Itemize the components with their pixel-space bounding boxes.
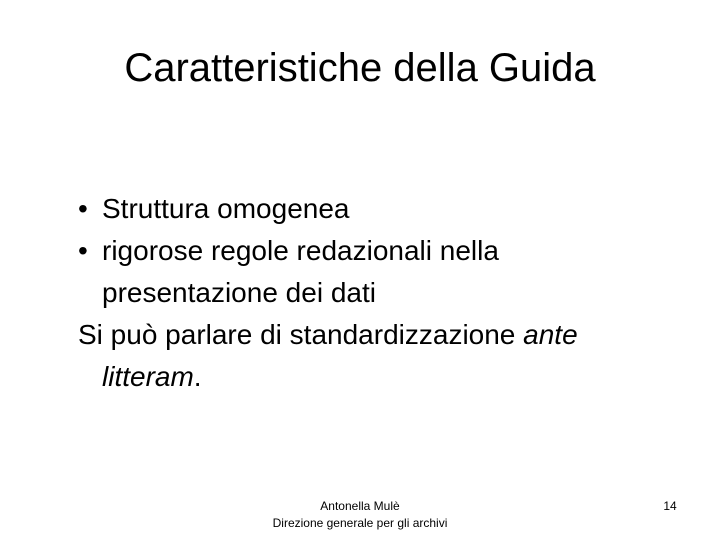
paragraph-italic-litteram: litteram: [102, 361, 194, 392]
paragraph-end: .: [193, 361, 202, 392]
paragraph-text: Si può parlare di standardizzazione: [78, 319, 524, 350]
bullet-text: Struttura omogenea: [102, 193, 350, 224]
bullet-marker: •: [78, 235, 88, 266]
bullet-marker: •: [78, 193, 88, 224]
bullet-item: [78, 230, 678, 272]
paragraph-italic-ante: ante: [523, 319, 578, 350]
footer-organization: Direzione generale per gli archivi: [272, 516, 448, 530]
body-paragraph-continuation: [78, 356, 678, 398]
slide-body: [78, 188, 678, 398]
bullet-text: rigorose regole redazionali nella: [102, 235, 499, 266]
page-number: 14: [663, 499, 677, 513]
slide-footer: [0, 498, 720, 532]
footer-author: Antonella Mulè: [320, 499, 400, 513]
bullet-continuation: presentazione dei dati: [102, 277, 376, 308]
slide-title: Caratteristiche della Guida: [124, 46, 596, 90]
bullet-item: [78, 188, 678, 230]
body-paragraph: [78, 314, 678, 356]
